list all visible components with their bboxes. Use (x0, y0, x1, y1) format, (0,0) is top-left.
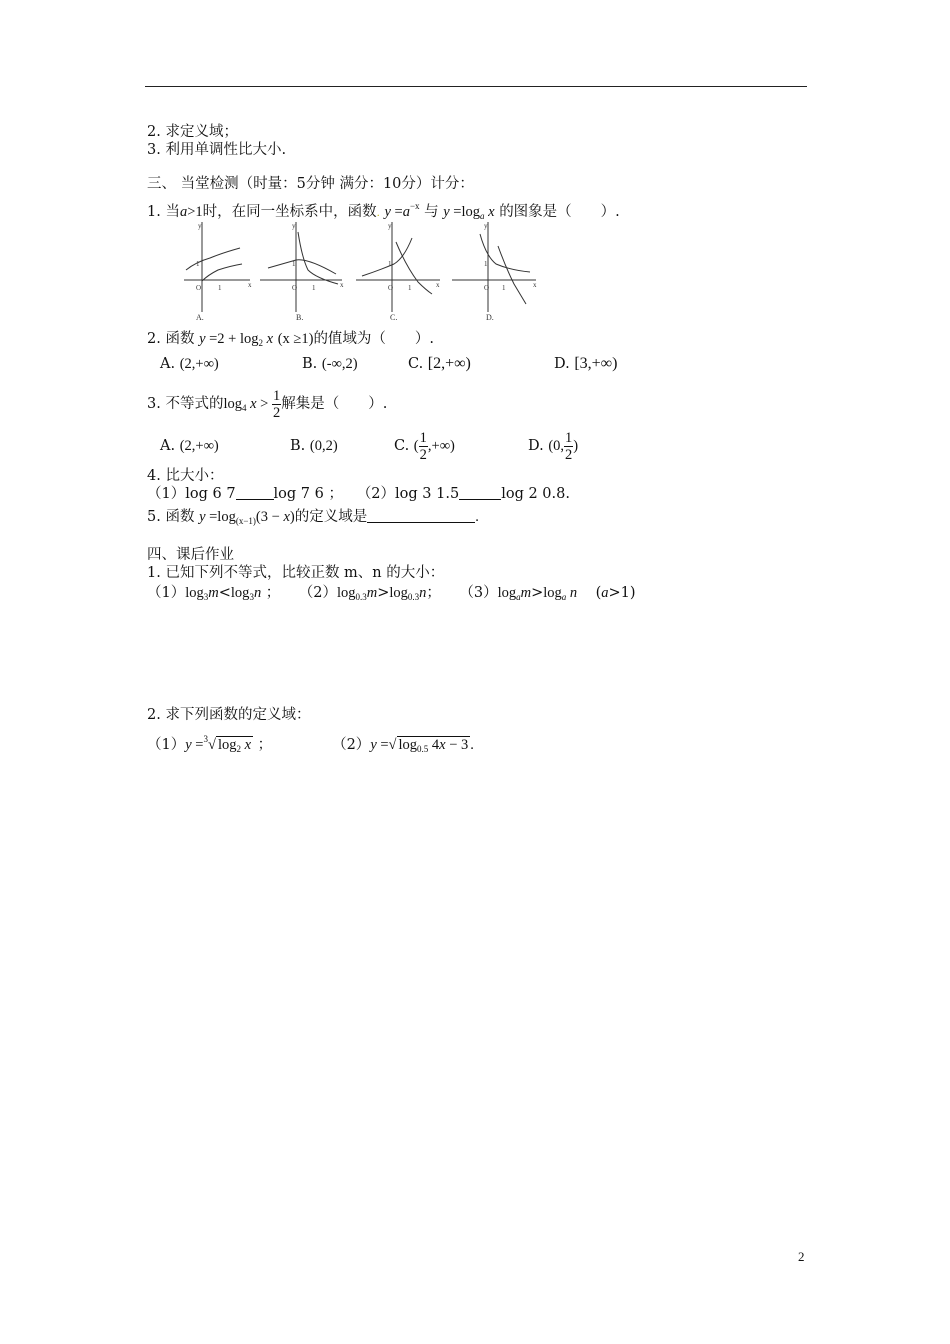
svg-text:O: O (292, 284, 298, 292)
graph-a (184, 222, 250, 312)
opt-label: B. (290, 438, 306, 454)
graph-label: C. (390, 313, 398, 322)
opt-label: D. (554, 356, 570, 372)
opt-label: D. (528, 438, 544, 454)
h1-part3: （3） (459, 585, 498, 601)
graph-c (356, 222, 440, 312)
q1-end: 的图象是（ ）. (499, 204, 620, 220)
header-rule (145, 86, 807, 87)
answer-blank (459, 499, 501, 500)
q1-mid: 时，在同一坐标系中，函数 (202, 204, 377, 220)
q2-opt-b (302, 355, 358, 373)
h2-part1: （1） (147, 737, 186, 753)
opt-label: A. (160, 356, 176, 372)
q2-opt-d (554, 355, 617, 373)
q2-end: 的值域为（ ）. (313, 331, 435, 347)
q3-opt-b (290, 428, 338, 464)
question-1: 1. 当a>1时，在同一坐标系中，函数. $y =a^{-x}$ 与 $y =\log_a$ x 的图象是（ ）. (147, 201, 620, 221)
answer-blank (236, 499, 274, 500)
opt-value: [2,+∞) (427, 355, 471, 372)
h2-part2: （2） (332, 737, 371, 753)
q1-pre: 1. 当 (147, 204, 180, 220)
svg-text:1: 1 (218, 284, 222, 292)
question-2: 2. 函数 $y =2 + \log_2 x$ (x ≥1)的值域为（ ）. (147, 331, 435, 348)
q5-end: 的定义域是 (294, 509, 368, 525)
svg-text:x: x (340, 281, 344, 289)
text-line: 3. 利用单调性比大小. (147, 142, 287, 158)
q4-part2b: log 2 0.8. (501, 486, 570, 502)
text-line: 2. 求定义域； (147, 124, 238, 140)
opt-value: [3,+∞) (574, 355, 618, 372)
q4-part1: （1）log 6 7 (147, 486, 236, 502)
svg-text:y: y (292, 222, 296, 230)
homework-2: 2. 求下列函数的定义域： (147, 707, 311, 723)
graph-d (452, 222, 536, 312)
q4-part2: （2）log 3 1.5 (356, 486, 460, 502)
svg-text:1: 1 (292, 260, 296, 268)
page-number: 2 (798, 1249, 805, 1264)
svg-text:y: y (484, 222, 488, 230)
svg-text:1: 1 (196, 260, 200, 268)
svg-text:y: y (388, 222, 392, 230)
section-heading: 四、课后作业 (147, 547, 234, 563)
q5-pre: 5. 函数 (147, 509, 195, 525)
question-4: 4. 比大小： (147, 468, 224, 484)
opt-label: C. (394, 438, 410, 454)
opt-value: (0,2) (309, 438, 338, 454)
opt-value: (-∞,2) (321, 356, 358, 372)
svg-text:1: 1 (484, 260, 488, 268)
svg-text:O: O (196, 284, 202, 292)
q3-opt-c: C. ( $\frac{1}{2}$ ,+∞) (394, 429, 455, 463)
question-3: 3. 不等式的$\log_4 x$ > $\frac{1}{2}$ 解集是（ ）. (147, 387, 388, 421)
svg-text:x: x (533, 281, 537, 289)
svg-text:1: 1 (502, 284, 506, 292)
homework-1-parts: $(1)\log_3m<\log_3n$ ； $(2)\log_{0.3}m>\log_{0.3}n$； $(3)\log_am>\log_a$ n (a>1) (147, 585, 636, 602)
q2-opt-c (408, 355, 471, 373)
opt-label: A. (160, 438, 176, 454)
graph-b (260, 222, 342, 312)
svg-text:1: 1 (388, 260, 392, 268)
q4-part1b: log 7 6 ； (273, 486, 343, 502)
svg-text:O: O (388, 284, 394, 292)
graph-label: B. (296, 313, 304, 322)
opt-label: C. (408, 356, 424, 372)
svg-text:x: x (436, 281, 440, 289)
q1-graphs (150, 218, 540, 332)
h1-part2: （2） (298, 585, 337, 601)
opt-value: (2,+∞) (179, 356, 219, 372)
svg-text:1: 1 (312, 284, 316, 292)
graph-label: D. (486, 313, 494, 322)
q3-end: 解集是（ ）. (281, 396, 388, 412)
graph-label: A. (196, 313, 204, 322)
section-heading: 三、 当堂检测（时量：5分钟 满分：10分）计分： (147, 176, 474, 192)
q2-options (160, 355, 219, 373)
answer-blank (367, 522, 475, 523)
question-5: 5. 函数 $y =\log_{(x-1)}(3 - x)$的定义域是 . (147, 509, 479, 526)
homework-1: 1. 已知下列不等式，比较正数 m、n 的大小： (147, 565, 445, 581)
q3-opt-d: D. (0, $\frac{1}{2}$ ) (528, 429, 579, 463)
q1-and: 与 (424, 204, 439, 220)
graph-figure (150, 218, 540, 328)
svg-text:1: 1 (408, 284, 412, 292)
svg-text:O: O (484, 284, 490, 292)
opt-value: (2,+∞) (179, 438, 219, 454)
svg-text:y: y (198, 222, 202, 230)
q2-cond: (x ≥1) (277, 331, 314, 347)
opt-label: B. (302, 356, 318, 372)
q3-pre: 3. 不等式的 (147, 396, 224, 412)
question-4-parts (147, 485, 570, 503)
q3-opt-a (160, 428, 219, 464)
svg-text:x: x (248, 281, 252, 289)
h1-part1: （1） (147, 585, 186, 601)
homework-2-parts: （1）y =$^3$√ $\log_2 x$ ； （2）y =√ $\log_{0.5} 4x - 3$ . (147, 734, 474, 754)
q2-pre: 2. 函数 (147, 331, 195, 347)
